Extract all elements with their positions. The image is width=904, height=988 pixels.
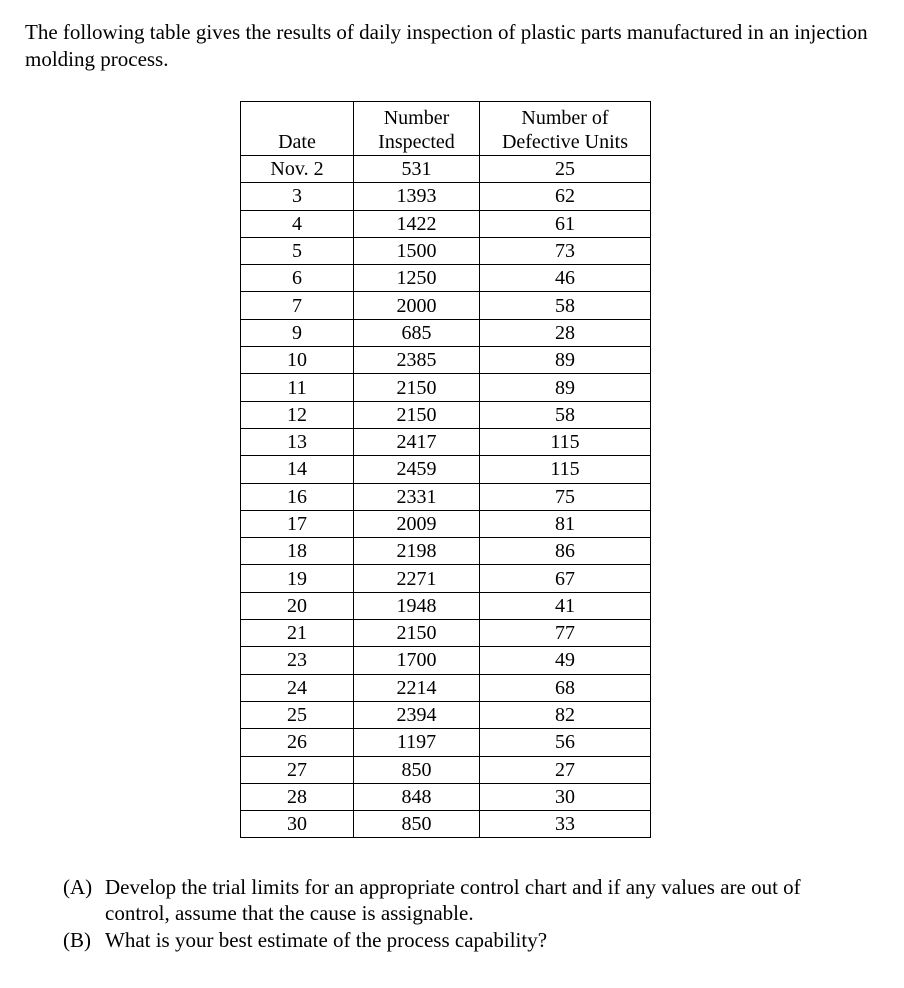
cell-date: 9 xyxy=(241,319,354,346)
cell-number-inspected: 685 xyxy=(354,319,480,346)
cell-number-inspected: 2198 xyxy=(354,538,480,565)
cell-date: 30 xyxy=(241,811,354,838)
cell-number-inspected: 848 xyxy=(354,783,480,810)
table-row xyxy=(241,156,651,183)
cell-date: 3 xyxy=(241,183,354,210)
cell-number-inspected: 2394 xyxy=(354,701,480,728)
header-inspected-line2: Inspected xyxy=(378,131,455,153)
cell-number-inspected: 1250 xyxy=(354,265,480,292)
header-defective-line1: Number of xyxy=(521,107,609,129)
question-marker: (A) xyxy=(63,875,93,899)
cell-number-inspected: 2417 xyxy=(354,428,480,455)
cell-date: 20 xyxy=(241,592,354,619)
header-defective-line2: Defective Units xyxy=(501,131,629,153)
table-row xyxy=(241,783,651,810)
cell-defective-units: 58 xyxy=(480,292,651,319)
cell-number-inspected: 850 xyxy=(354,811,480,838)
cell-defective-units: 27 xyxy=(480,756,651,783)
table-row xyxy=(241,674,651,701)
cell-date: 10 xyxy=(241,347,354,374)
cell-defective-units: 28 xyxy=(480,319,651,346)
cell-date: 14 xyxy=(241,456,354,483)
table-row xyxy=(241,456,651,483)
table-row xyxy=(241,811,651,838)
cell-date: 17 xyxy=(241,510,354,537)
cell-date: 5 xyxy=(241,237,354,264)
question-text: What is your best estimate of the process capability? xyxy=(105,928,548,952)
cell-defective-units: 61 xyxy=(480,210,651,237)
cell-defective-units: 62 xyxy=(480,183,651,210)
table-row xyxy=(241,210,651,237)
cell-defective-units: 56 xyxy=(480,729,651,756)
cell-date: 12 xyxy=(241,401,354,428)
cell-date: 11 xyxy=(241,374,354,401)
header-date-line2: Date xyxy=(278,131,316,153)
cell-defective-units: 115 xyxy=(480,456,651,483)
table-row xyxy=(241,292,651,319)
table-row xyxy=(241,401,651,428)
cell-defective-units: 46 xyxy=(480,265,651,292)
cell-date: 26 xyxy=(241,729,354,756)
header-inspected-line1: Number xyxy=(383,107,450,129)
cell-date: 16 xyxy=(241,483,354,510)
cell-defective-units: 86 xyxy=(480,538,651,565)
question-text: Develop the trial limits for an appropriate control chart and if any values are out of control, assume that the cause is assignable. xyxy=(105,875,801,925)
cell-number-inspected: 1948 xyxy=(354,592,480,619)
cell-number-inspected: 1393 xyxy=(354,183,480,210)
cell-date: 24 xyxy=(241,674,354,701)
table-row xyxy=(241,237,651,264)
table-row xyxy=(241,565,651,592)
cell-number-inspected: 2331 xyxy=(354,483,480,510)
cell-date: 7 xyxy=(241,292,354,319)
table-body xyxy=(241,156,651,838)
cell-defective-units: 41 xyxy=(480,592,651,619)
table-row xyxy=(241,620,651,647)
cell-date: 19 xyxy=(241,565,354,592)
cell-defective-units: 58 xyxy=(480,401,651,428)
table-row xyxy=(241,510,651,537)
cell-defective-units: 68 xyxy=(480,674,651,701)
intro-paragraph: The following table gives the results of daily inspection of plastic parts manufactured in an injection molding process. xyxy=(25,20,868,71)
cell-defective-units: 115 xyxy=(480,428,651,455)
cell-number-inspected: 2150 xyxy=(354,374,480,401)
cell-defective-units: 73 xyxy=(480,237,651,264)
table-row xyxy=(241,701,651,728)
table-row xyxy=(241,347,651,374)
cell-number-inspected: 2000 xyxy=(354,292,480,319)
cell-date: 18 xyxy=(241,538,354,565)
cell-defective-units: 49 xyxy=(480,647,651,674)
cell-date: 4 xyxy=(241,210,354,237)
cell-date: 23 xyxy=(241,647,354,674)
table-row xyxy=(241,183,651,210)
cell-number-inspected: 2271 xyxy=(354,565,480,592)
cell-defective-units: 33 xyxy=(480,811,651,838)
table-row xyxy=(241,538,651,565)
table-row xyxy=(241,428,651,455)
header-date xyxy=(241,102,354,156)
cell-defective-units: 81 xyxy=(480,510,651,537)
cell-number-inspected: 1422 xyxy=(354,210,480,237)
cell-number-inspected: 2150 xyxy=(354,401,480,428)
cell-date: 13 xyxy=(241,428,354,455)
table-row xyxy=(241,483,651,510)
question-list xyxy=(63,874,863,954)
table-row xyxy=(241,729,651,756)
cell-number-inspected: 2459 xyxy=(354,456,480,483)
cell-defective-units: 67 xyxy=(480,565,651,592)
cell-number-inspected: 850 xyxy=(354,756,480,783)
table-row xyxy=(241,265,651,292)
table-header-row xyxy=(241,102,651,156)
cell-number-inspected: 531 xyxy=(354,156,480,183)
cell-date: 21 xyxy=(241,620,354,647)
table-row xyxy=(241,374,651,401)
cell-date: 27 xyxy=(241,756,354,783)
cell-number-inspected: 2009 xyxy=(354,510,480,537)
cell-defective-units: 82 xyxy=(480,701,651,728)
cell-defective-units: 30 xyxy=(480,783,651,810)
question-item xyxy=(63,874,863,926)
cell-defective-units: 89 xyxy=(480,347,651,374)
table-row xyxy=(241,592,651,619)
header-number-inspected xyxy=(354,102,480,156)
cell-defective-units: 89 xyxy=(480,374,651,401)
cell-number-inspected: 2214 xyxy=(354,674,480,701)
question-marker: (B) xyxy=(63,928,91,952)
table-row xyxy=(241,319,651,346)
question-item xyxy=(63,927,863,953)
cell-date: 6 xyxy=(241,265,354,292)
cell-date: 28 xyxy=(241,783,354,810)
cell-number-inspected: 1197 xyxy=(354,729,480,756)
cell-defective-units: 25 xyxy=(480,156,651,183)
cell-number-inspected: 2385 xyxy=(354,347,480,374)
table-row xyxy=(241,647,651,674)
cell-date: 25 xyxy=(241,701,354,728)
inspection-table xyxy=(240,101,651,838)
cell-number-inspected: 1500 xyxy=(354,237,480,264)
cell-number-inspected: 2150 xyxy=(354,620,480,647)
cell-number-inspected: 1700 xyxy=(354,647,480,674)
table-row xyxy=(241,756,651,783)
cell-date: Nov. 2 xyxy=(241,156,354,183)
cell-defective-units: 75 xyxy=(480,483,651,510)
cell-defective-units: 77 xyxy=(480,620,651,647)
header-defective-units xyxy=(480,102,651,156)
